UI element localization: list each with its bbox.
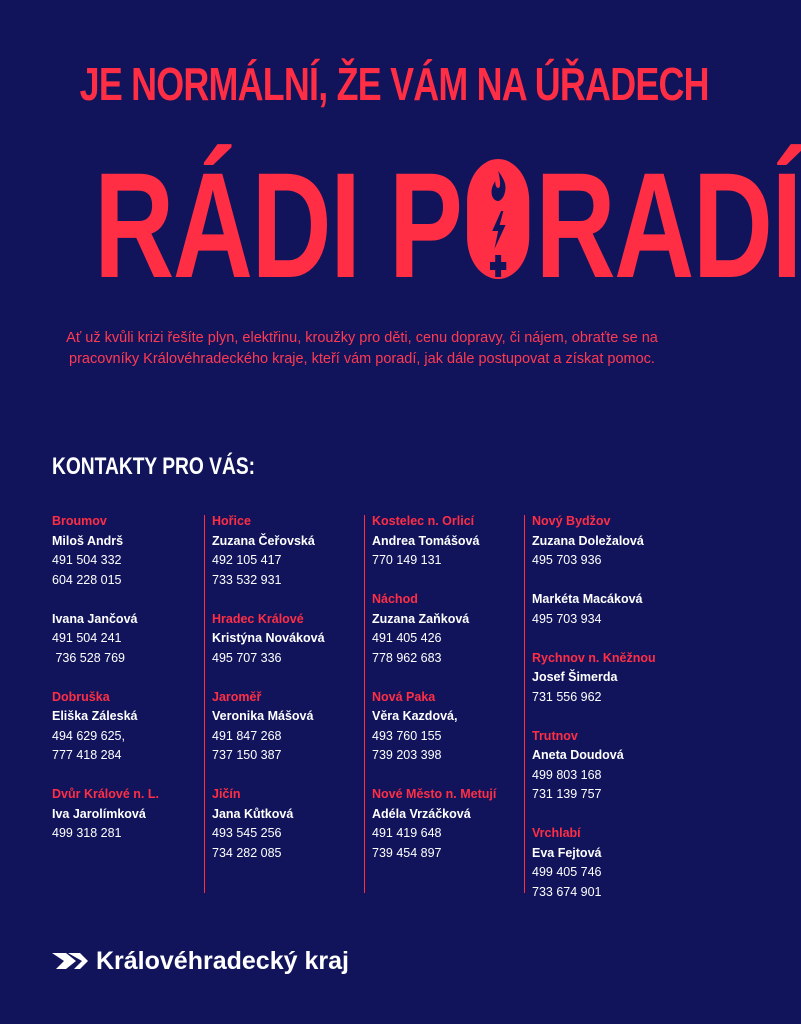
contact-person: Miloš Andrš xyxy=(52,533,124,548)
phone-number: 495 703 934 xyxy=(532,611,602,626)
town-name: Nový Bydžov xyxy=(532,514,611,528)
phone-number: 734 282 085 xyxy=(212,845,282,860)
contact-entry xyxy=(532,512,682,629)
town-name: Náchod xyxy=(372,592,418,606)
contact-entry xyxy=(212,785,362,863)
phone-number: 495 703 936 xyxy=(532,553,602,567)
contact-entry xyxy=(372,785,522,863)
contact-person: Andrea Tomášová xyxy=(372,533,480,548)
contact-entry xyxy=(212,610,362,669)
phone-number: 491 847 268 xyxy=(212,728,282,743)
contact-person: Eliška Záleská xyxy=(52,709,138,723)
town-name: Dvůr Králové n. L. xyxy=(52,787,159,801)
contact-entry xyxy=(532,649,682,708)
phone-number: 731 139 757 xyxy=(532,787,602,801)
phone-number: 733 532 931 xyxy=(212,572,282,587)
phone-number: 495 707 336 xyxy=(212,650,282,665)
contact-person: Iva Jarolímková xyxy=(52,806,146,821)
contact-person: Ivana Jančová xyxy=(52,611,138,626)
town-name: Nové Město n. Metují xyxy=(372,787,497,801)
headline-word-left: RÁDI P xyxy=(94,141,462,309)
town-name: Dobruška xyxy=(52,689,110,704)
headline-line-1: JE NORMÁLNÍ, ŽE VÁM NA ÚŘADECH xyxy=(79,58,709,110)
plus-icon-horizontal xyxy=(490,262,506,270)
phone-number: 739 454 897 xyxy=(372,845,442,860)
intro-text: Ať už kvůli krizi řešíte plyn, elektřinu, kroužky pro děti, cenu dopravy, či nájem, obraťte se na pracovníky Královéhradeckého kraje, kteří vám poradí, jak dále postupovat a získat pomoc. xyxy=(66,330,658,367)
phone-number: 491 419 648 xyxy=(372,826,442,840)
contact-person: Aneta Doudová xyxy=(532,748,624,762)
contact-column-4 xyxy=(532,512,682,922)
phone-number: 491 504 332 xyxy=(52,553,122,567)
phone-number: 499 803 168 xyxy=(532,767,602,782)
contact-person: Věra Kazdová, xyxy=(372,709,458,723)
contact-column-2 xyxy=(212,512,362,883)
contact-person: Adéla Vrzáčková xyxy=(372,806,471,821)
phone-number: 491 504 241 xyxy=(52,631,122,645)
town-name: Hořice xyxy=(212,514,251,528)
phone-number: 604 228 015 xyxy=(52,572,122,587)
town-name: Vrchlabí xyxy=(532,826,581,840)
phone-number: 733 674 901 xyxy=(532,884,602,899)
region-logo-icon xyxy=(52,949,88,973)
phone-number: 731 556 962 xyxy=(532,689,602,704)
spacer xyxy=(52,590,202,610)
town-name: Kostelec n. Orlicí xyxy=(372,514,475,528)
contact-person: Markéta Macáková xyxy=(532,592,643,606)
contact-person: Zuzana Doležalová xyxy=(532,533,644,548)
contact-entry xyxy=(532,727,682,805)
phone-number: 778 962 683 xyxy=(372,650,442,665)
phone-number: 777 418 284 xyxy=(52,748,122,762)
town-name: Jaroměř xyxy=(212,689,262,704)
town-name: Trutnov xyxy=(532,728,578,743)
contact-person: Jana Kůtková xyxy=(212,806,294,821)
headline-word-right: RADÍ xyxy=(535,141,801,309)
town-name: Broumov xyxy=(52,514,107,528)
contact-entry xyxy=(52,688,202,766)
town-name: Rychnov n. Kněžnou xyxy=(532,650,656,665)
headline-line-2 xyxy=(94,141,801,309)
contact-person: Kristýna Nováková xyxy=(212,631,325,645)
contact-person: Zuzana Zaňková xyxy=(372,611,470,626)
contact-entry xyxy=(372,512,522,571)
contact-entry xyxy=(212,688,362,766)
column-divider xyxy=(364,515,365,893)
contact-person: Zuzana Čeřovská xyxy=(212,533,315,548)
contacts-heading: KONTAKTY PRO VÁS: xyxy=(52,453,256,480)
contact-entry xyxy=(532,824,682,902)
contact-column-3 xyxy=(372,512,522,883)
phone-number: 491 405 426 xyxy=(372,631,442,645)
phone-number: 493 545 256 xyxy=(212,826,282,840)
column-divider xyxy=(204,515,205,893)
footer-brand xyxy=(52,944,349,978)
contact-entry xyxy=(372,688,522,766)
phone-number: 739 203 398 xyxy=(372,748,442,762)
phone-number: 492 105 417 xyxy=(212,553,282,567)
phone-number: 770 149 131 xyxy=(372,553,442,567)
contact-column-1 xyxy=(52,512,202,863)
contact-person: Eva Fejtová xyxy=(532,845,602,860)
contact-entry xyxy=(212,512,362,590)
town-name: Hradec Králové xyxy=(212,611,304,626)
phone-number: 499 318 281 xyxy=(52,826,122,840)
phone-number: 493 760 155 xyxy=(372,728,442,743)
footer-brand-name: Královéhradecký kraj xyxy=(96,946,349,975)
contact-entry xyxy=(52,512,202,668)
phone-number: 737 150 387 xyxy=(212,748,282,762)
phone-number: 736 528 769 xyxy=(52,650,125,665)
town-name: Jičín xyxy=(212,787,241,801)
contact-person: Josef Šimerda xyxy=(532,670,618,684)
column-divider xyxy=(524,515,525,893)
phone-number: 494 629 625, xyxy=(52,728,125,743)
town-name: Nová Paka xyxy=(372,689,436,704)
spacer xyxy=(532,571,682,591)
contact-entry xyxy=(52,785,202,844)
o-letter-icon xyxy=(464,157,532,281)
contact-person: Veronika Mášová xyxy=(212,709,314,723)
contact-entry xyxy=(372,590,522,668)
phone-number: 499 405 746 xyxy=(532,865,602,879)
